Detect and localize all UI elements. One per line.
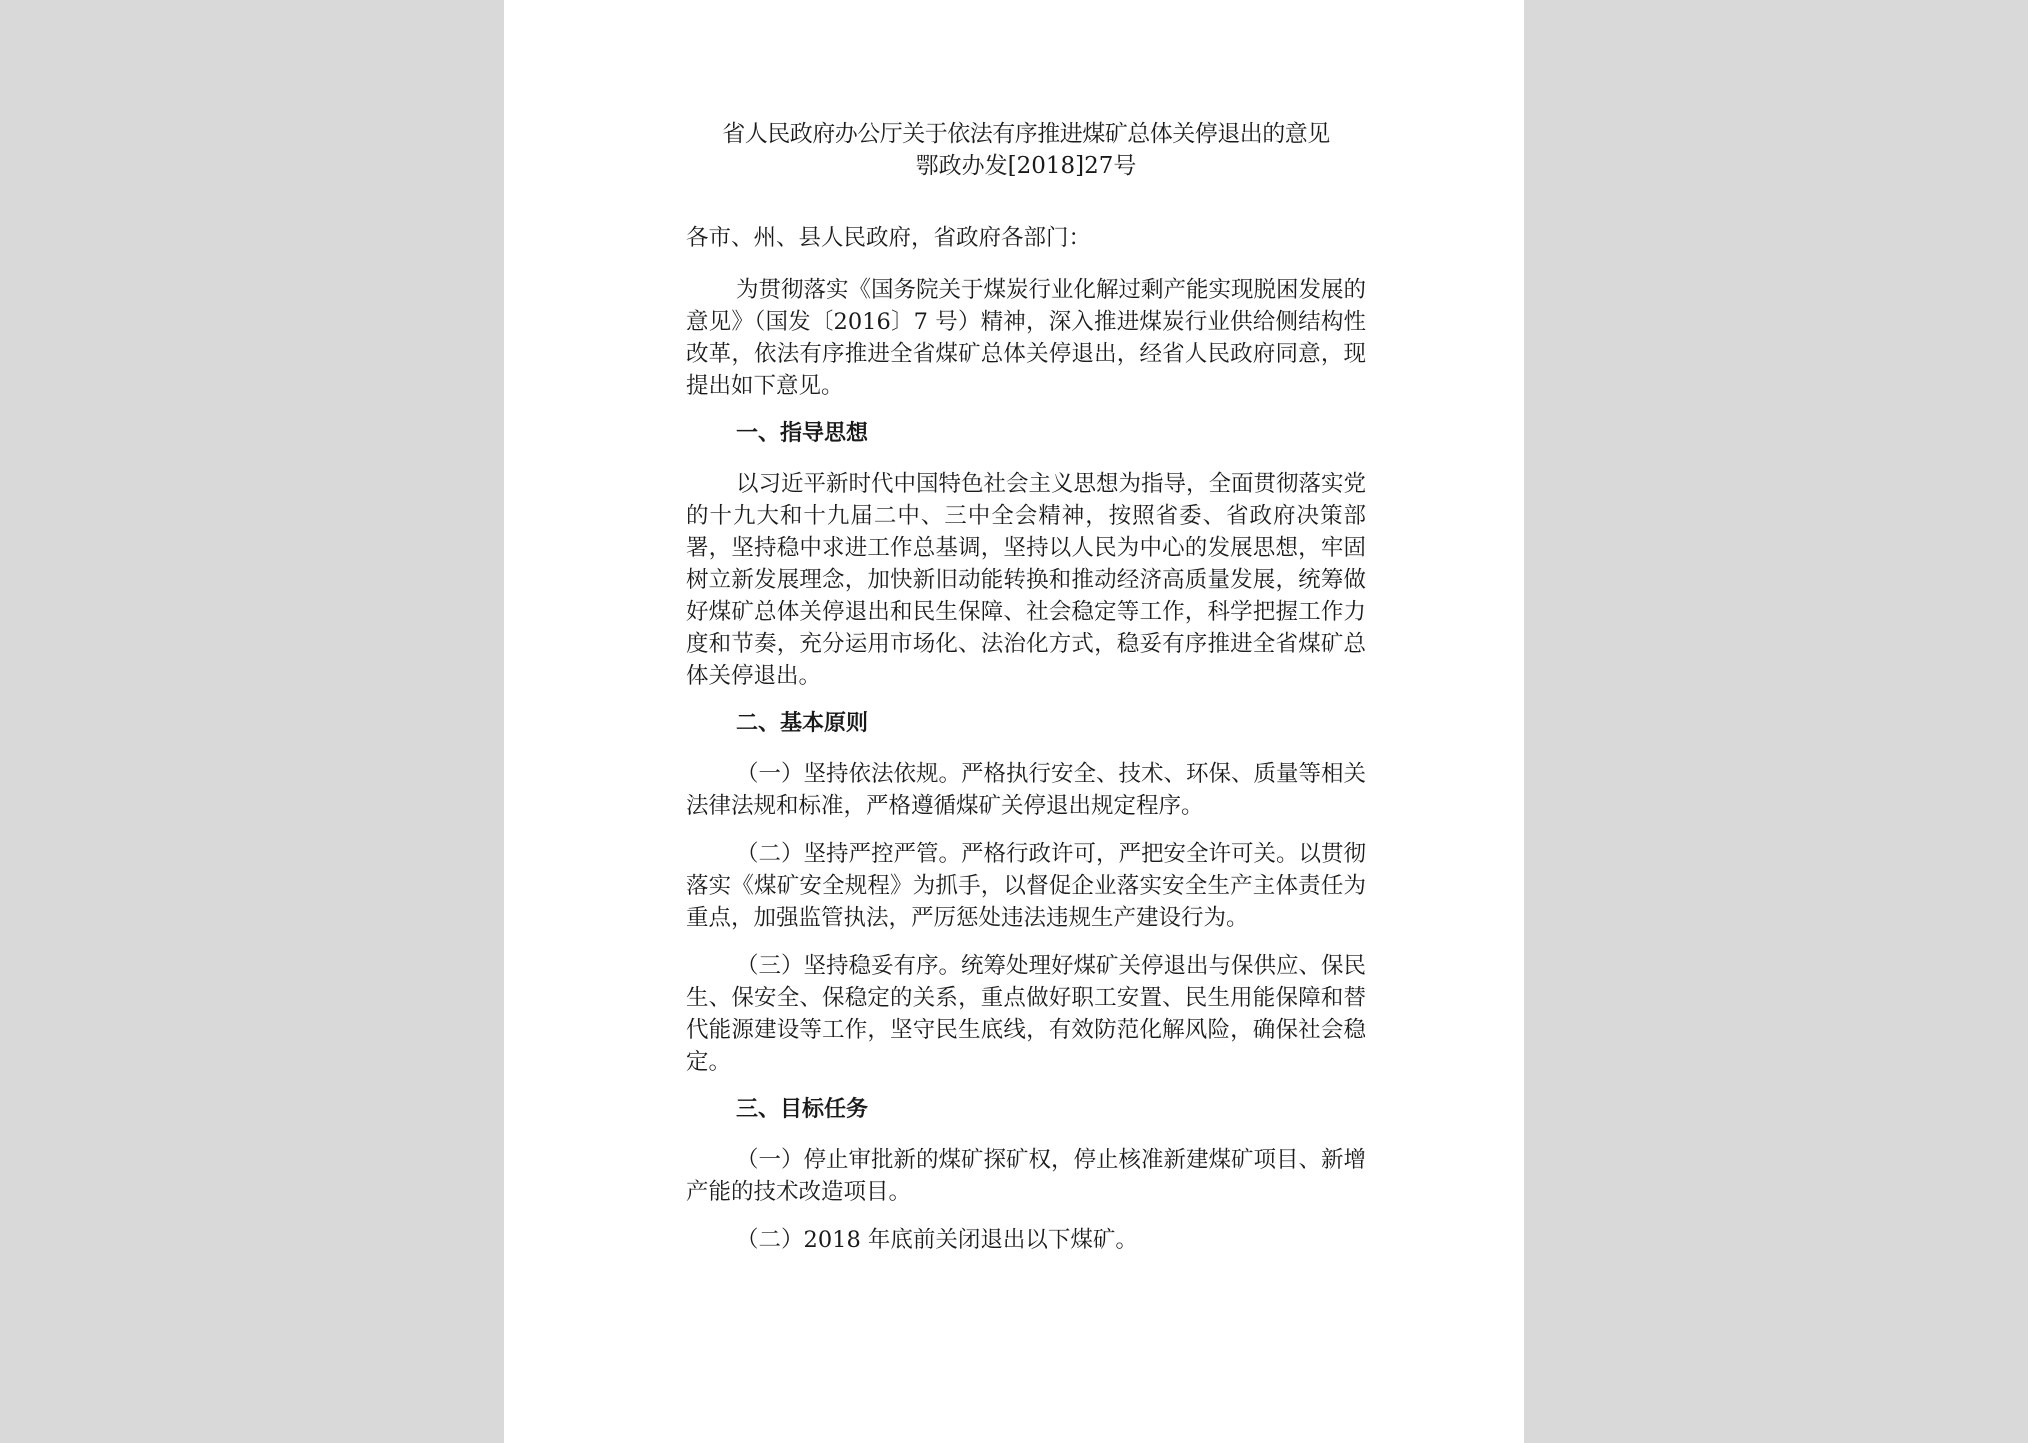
principle-item-2: （二）坚持严控严管。严格行政许可，严把安全许可关。以贯彻落实《煤矿安全规程》为抓手，以督促企业落实安全生产主体责任为重点，加强监管执法，严厉惩处违法违规生产建设行为。 xyxy=(686,841,1367,931)
salutation: 各市、州、县人民政府，省政府各部门： xyxy=(686,225,1092,251)
guiding-ideology-paragraph: 以习近平新时代中国特色社会主义思想为指导，全面贯彻落实党的十九大和十九届二中、三中全会精神，按照省委、省政府决策部署，坚持稳中求进工作总基调，坚持以人民为中心的发展思想，牢固树立新发展理念，加快新旧动能转换和推动经济高质量发展，统筹做好煤矿总体关停退出和民生保障、社会稳定等工作，科学把握工作力度和节奏，充分运用市场化、法治化方式，稳妥有序推进全省煤矿总体关停退出。 xyxy=(686,471,1367,689)
task-item-1: （一）停止审批新的煤矿探矿权，停止核准新建煤矿项目、新增产能的技术改造项目。 xyxy=(686,1147,1367,1205)
task-item-2: （二）2018 年底前关闭退出以下煤矿。 xyxy=(736,1227,1138,1253)
section-heading-basic-principles: 二、基本原则 xyxy=(736,711,869,736)
intro-paragraph: 为贯彻落实《国务院关于煤炭行业化解过剩产能实现脱困发展的意见》（国发〔2016〕7 号）精神，深入推进煤炭行业供给侧结构性改革，依法有序推进全省煤矿总体关停退出，经省人民政府同意，现提出如下意见。 xyxy=(686,277,1367,399)
principle-item-1: （一）坚持依法依规。严格执行安全、技术、环保、质量等相关法律法规和标准，严格遵循煤矿关停退出规定程序。 xyxy=(686,761,1367,819)
principle-item-3: （三）坚持稳妥有序。统筹处理好煤矿关停退出与保供应、保民生、保安全、保稳定的关系，重点做好职工安置、民生用能保障和替代能源建设等工作，坚守民生底线，有效防范化解风险，确保社会稳定。 xyxy=(686,953,1367,1075)
document-title: 省人民政府办公厅关于依法有序推进煤矿总体关停退出的意见 xyxy=(722,121,1330,147)
section-heading-target-tasks: 三、目标任务 xyxy=(736,1097,869,1122)
document-number: 鄂政办发[2018]27号 xyxy=(915,153,1137,179)
document-content xyxy=(686,118,1366,1272)
section-heading-guiding-ideology: 一、指导思想 xyxy=(736,421,869,446)
document-page xyxy=(504,0,1524,1443)
